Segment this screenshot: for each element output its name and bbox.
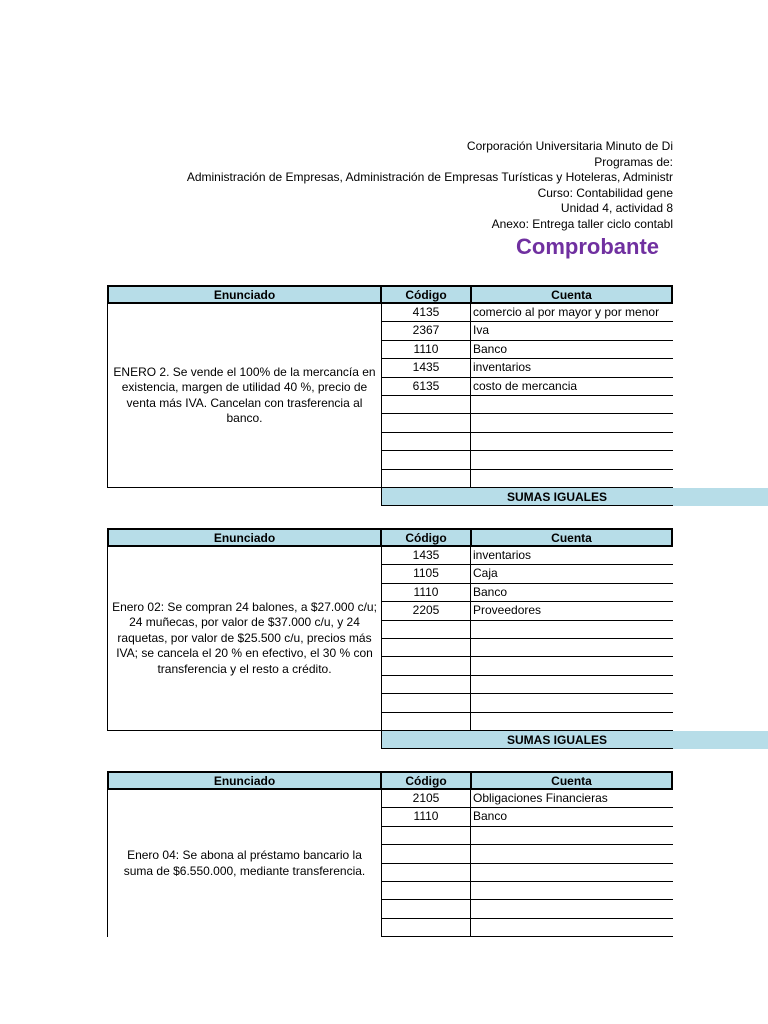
table-row	[381, 396, 673, 414]
entry-rows	[381, 547, 673, 731]
table-row	[381, 322, 673, 340]
table-row	[381, 919, 673, 937]
account-name-cell[interactable]: inventarios	[473, 548, 532, 562]
account-code-cell[interactable]	[381, 676, 471, 693]
account-name-cell[interactable]	[471, 713, 673, 730]
account-code-cell[interactable]	[381, 621, 471, 638]
header-line-annex: Anexo: Entrega taller ciclo contabl	[491, 216, 673, 231]
entry-rows	[381, 790, 673, 937]
entry-statement: Enero 02: Se compran 24 balones, a $27.000 c/u; 24 muñecas, por valor de $37.000 c/u, y 24 raquetas, por valor de $25.500 c/u, precios más IVA; se cancela el 20 % en efectivo, el 30 % con transferencia y el resto a crédito.	[107, 547, 381, 731]
account-name-cell[interactable]: Obligaciones Financieras	[473, 791, 608, 805]
account-name-cell[interactable]: Banco	[473, 341, 508, 356]
account-name-cell[interactable]	[471, 845, 673, 862]
header-line-program-list: Administración de Empresas, Administración de Empresas Turísticas y Hoteleras, Administr	[186, 170, 673, 184]
entry-statement: ENERO 2. Se vende el 100% de la mercancía en existencia, margen de utilidad 40 %, precio de venta más IVA. Cancelan con trasferencia al banco.	[107, 304, 381, 488]
account-code-cell[interactable]	[381, 396, 471, 413]
account-code-cell[interactable]	[381, 694, 471, 711]
table-row	[381, 470, 673, 488]
header-line-unit: Unidad 4, actividad 8	[560, 201, 673, 215]
table-row	[381, 584, 673, 602]
account-name-cell[interactable]	[471, 900, 673, 917]
account-code-cell[interactable]	[381, 882, 471, 899]
account-code-cell[interactable]	[381, 827, 471, 844]
table-row	[381, 790, 673, 808]
account-name-cell[interactable]: Iva	[473, 323, 490, 338]
account-code-cell[interactable]	[381, 713, 471, 730]
table-row	[381, 694, 673, 712]
account-name-cell[interactable]	[471, 451, 673, 468]
table-row	[381, 341, 673, 359]
account-name-cell[interactable]	[471, 694, 673, 711]
account-code-cell[interactable]: 1435	[381, 547, 471, 564]
table-row	[381, 602, 673, 620]
column-header-enunciado: Enunciado	[107, 771, 381, 790]
account-name-cell[interactable]	[471, 621, 673, 638]
header-line-programs: Programas de:	[594, 154, 673, 169]
account-name-cell[interactable]	[471, 864, 673, 881]
account-code-cell[interactable]	[381, 414, 471, 431]
document-header	[187, 139, 673, 232]
column-header-enunciado: Enunciado	[107, 528, 381, 547]
table-row	[381, 621, 673, 639]
account-code-cell[interactable]	[381, 919, 471, 936]
column-header-enunciado: Enunciado	[107, 285, 381, 304]
table-row	[381, 433, 673, 451]
sumas-iguales-row	[381, 488, 768, 506]
account-name-cell[interactable]	[471, 414, 673, 431]
account-name-cell[interactable]	[471, 882, 673, 899]
account-name-cell[interactable]	[471, 433, 673, 450]
account-name-cell[interactable]: Caja	[473, 566, 498, 581]
account-name-cell[interactable]	[471, 676, 673, 693]
account-code-cell[interactable]: 1110	[381, 808, 471, 825]
table-row	[381, 882, 673, 900]
sumas-iguales-label: SUMAS IGUALES	[381, 731, 673, 749]
account-name-cell[interactable]: Proveedores	[473, 603, 542, 618]
header-line-course: Curso: Contabilidad gene	[537, 185, 673, 200]
column-header-codigo: Código	[381, 771, 471, 790]
account-code-cell[interactable]: 2367	[381, 322, 471, 339]
account-code-cell[interactable]	[381, 900, 471, 917]
account-code-cell[interactable]	[381, 470, 471, 487]
account-code-cell[interactable]	[381, 864, 471, 881]
account-code-cell[interactable]: 2205	[381, 602, 471, 619]
table-row	[381, 378, 673, 396]
table-row	[381, 414, 673, 432]
account-name-cell[interactable]	[471, 396, 673, 413]
account-name-cell[interactable]	[471, 470, 673, 487]
sumas-iguales-label: SUMAS IGUALES	[381, 488, 673, 506]
account-code-cell[interactable]	[381, 845, 471, 862]
account-name-cell[interactable]: Banco	[473, 809, 508, 824]
entry-statement: Enero 04: Se abona al préstamo bancario la suma de $6.550.000, mediante transferencia.	[107, 790, 381, 937]
account-name-cell[interactable]: Banco	[473, 584, 508, 599]
table-row	[381, 657, 673, 675]
account-code-cell[interactable]: 1110	[381, 341, 471, 358]
account-code-cell[interactable]: 4135	[381, 304, 471, 321]
header-line-institution: Corporación Universitaria Minuto de Di	[466, 139, 673, 153]
account-name-cell[interactable]: comercio al por mayor y por menor	[473, 305, 660, 319]
page-title: Comprobante	[516, 234, 659, 259]
account-name-cell[interactable]	[471, 639, 673, 656]
table-row	[381, 845, 673, 863]
table-row	[381, 900, 673, 918]
table-row	[381, 304, 673, 322]
account-name-cell[interactable]	[471, 919, 673, 936]
account-code-cell[interactable]: 1110	[381, 584, 471, 601]
account-name-cell[interactable]	[471, 657, 673, 674]
table-row	[381, 808, 673, 826]
account-code-cell[interactable]	[381, 639, 471, 656]
account-code-cell[interactable]: 6135	[381, 378, 471, 395]
account-name-cell[interactable]: inventarios	[473, 360, 532, 375]
column-header-cuenta: Cuenta	[471, 528, 673, 547]
column-header-codigo: Código	[381, 528, 471, 547]
account-code-cell[interactable]: 2105	[381, 790, 471, 807]
column-header-cuenta: Cuenta	[471, 771, 673, 790]
account-code-cell[interactable]	[381, 433, 471, 450]
table-row	[381, 565, 673, 583]
account-name-cell[interactable]: costo de mercancia	[473, 378, 578, 393]
entry-rows	[381, 304, 673, 488]
table-row	[381, 827, 673, 845]
table-row	[381, 713, 673, 731]
account-name-cell[interactable]	[471, 827, 673, 844]
table-row	[381, 676, 673, 694]
account-code-cell[interactable]: 1435	[381, 359, 471, 376]
account-code-cell[interactable]	[381, 451, 471, 468]
table-row	[381, 639, 673, 657]
table-row	[381, 451, 673, 469]
sumas-iguales-row	[381, 731, 768, 749]
column-header-codigo: Código	[381, 285, 471, 304]
table-row	[381, 864, 673, 882]
table-row	[381, 359, 673, 377]
table-row	[381, 547, 673, 565]
column-header-cuenta: Cuenta	[471, 285, 673, 304]
account-code-cell[interactable]	[381, 657, 471, 674]
account-code-cell[interactable]: 1105	[381, 565, 471, 582]
